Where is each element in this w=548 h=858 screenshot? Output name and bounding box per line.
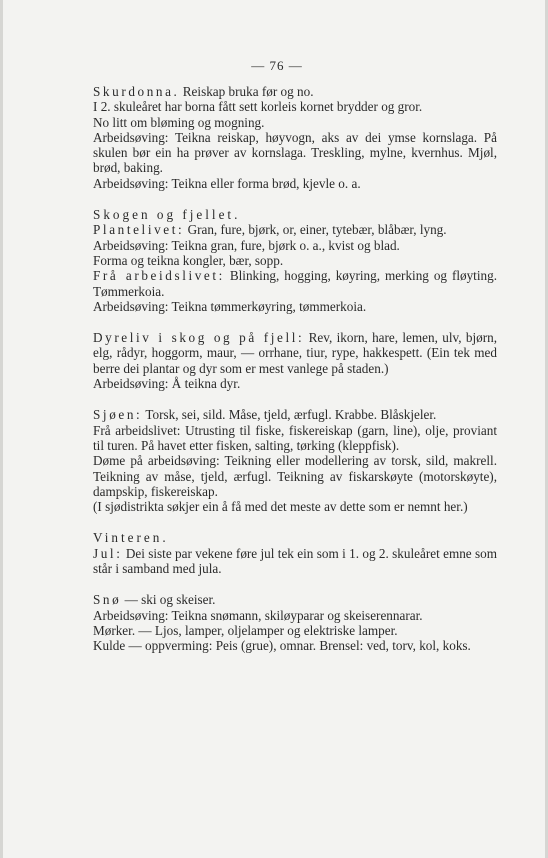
section-lead: Sjøen:: [93, 407, 143, 423]
section-lead: Plantelivet:: [93, 222, 185, 238]
line-text: Dei siste par vekene føre jul tek ein som i 1. og 2. skuleåret emne som står i samband med jula.: [93, 545, 497, 577]
paragraph-line: Arbeidsøving: Teikna eller forma brød, kjevle o. a.: [93, 175, 361, 191]
line-text: Torsk, sei, sild. Måse, tjeld, ærfugl. Krabbe. Blåskjeler.: [142, 407, 437, 423]
section-sno: [93, 592, 497, 653]
paragraph-line: [93, 330, 497, 376]
paragraph-line: (I sjødistrikta søkjer ein å få med det meste av dette som er nemnt her.): [93, 499, 468, 515]
section-sjoen: [93, 407, 497, 514]
paragraph-line: [93, 546, 497, 577]
paragraph-line: [93, 222, 497, 237]
paragraph-line: Mørker. — Ljos, lamper, oljelamper og elektriske lamper.: [93, 622, 398, 638]
paragraph-line: Forma og teikna kongler, bær, sopp.: [93, 252, 284, 268]
page-number: — 76 —: [251, 58, 303, 73]
paragraph-line: Arbeidsøving: Teikna gran, fure, bjørk o. a., kvist og blad.: [93, 237, 400, 253]
section-lead: Frå arbeidslivet:: [93, 268, 225, 284]
line-text: Rev, ikorn, hare, lemen, ulv, bjørn, elg, rådyr, hoggorm, maur, — orrhane, tiur, rype, hakkespett. (Ein tek med berre dei plantar og dyr som er mest vanlege på staden.): [93, 330, 497, 376]
paragraph-line: Arbeidsøving: Teikna reiskap, høyvogn, aks av dei ymse kornslaga. På skulen bør ein ha prøver av kornslaga. Treskling, mylne, kvernhus. Mjøl, brød, baking.: [93, 129, 497, 176]
paragraph-line: Arbeidsøving: Å teikna dyr.: [93, 376, 241, 392]
section-skurdonna: [93, 84, 497, 191]
paragraph-line: Arbeidsøving: Teikna tømmerkøyring, tømmerkoia.: [93, 298, 367, 314]
section-vinteren: [93, 530, 497, 576]
line-text: Gran, fure, bjørk, or, einer, tytebær, blåbær, lyng.: [184, 222, 447, 238]
line-text: Blinking, hogging, køyring, merking og fløyting. Tømmerkoia.: [93, 268, 497, 299]
paragraph-line: [93, 592, 497, 607]
line-text: — ski og skeiser.: [121, 592, 216, 608]
paragraph-line: Kulde — oppverming: Peis (grue), omnar. Brensel: ved, torv, kol, koks.: [93, 638, 471, 654]
section-heading: Skogen og fjellet.: [93, 207, 241, 223]
paragraph-line: [93, 84, 497, 99]
section-dyreliv: [93, 330, 497, 391]
section-lead: Snø: [93, 592, 122, 608]
paragraph-line: I 2. skuleåret har borna fått sett korleis kornet brydder og gror.: [93, 99, 423, 115]
paragraph-line: Døme på arbeidsøving: Teikning eller modellering av torsk, sild, makrell. Teikning av måse, tjeld, ærfugl. Teikning av fiskarskøyte (motorskøyte), dampskip, fiskereiskap.: [93, 453, 497, 499]
line-text: Reiskap bruka før og no.: [179, 84, 314, 99]
paragraph-line: [93, 407, 497, 422]
section-heading: Vinteren.: [93, 530, 169, 546]
section-skogen-og-fjellet: [93, 207, 497, 314]
section-lead: Skurdonna.: [93, 84, 180, 99]
paragraph-line: Arbeidsøving: Teikna snømann, skiløyparar og skeiserennarar.: [93, 607, 423, 623]
paragraph-line: [93, 268, 497, 299]
paragraph-line: No litt om bløming og mogning.: [93, 114, 265, 130]
paragraph-line: Frå arbeidslivet: Utrusting til fiske, fiskereiskap (garn, line), olje, proviant til turen. På havet etter fisken, salting, tørking (kleppfisk).: [93, 422, 497, 453]
page-content: [93, 84, 497, 670]
section-lead: Jul:: [93, 545, 123, 561]
section-lead: Dyreliv i skog og på fjell:: [93, 330, 305, 346]
